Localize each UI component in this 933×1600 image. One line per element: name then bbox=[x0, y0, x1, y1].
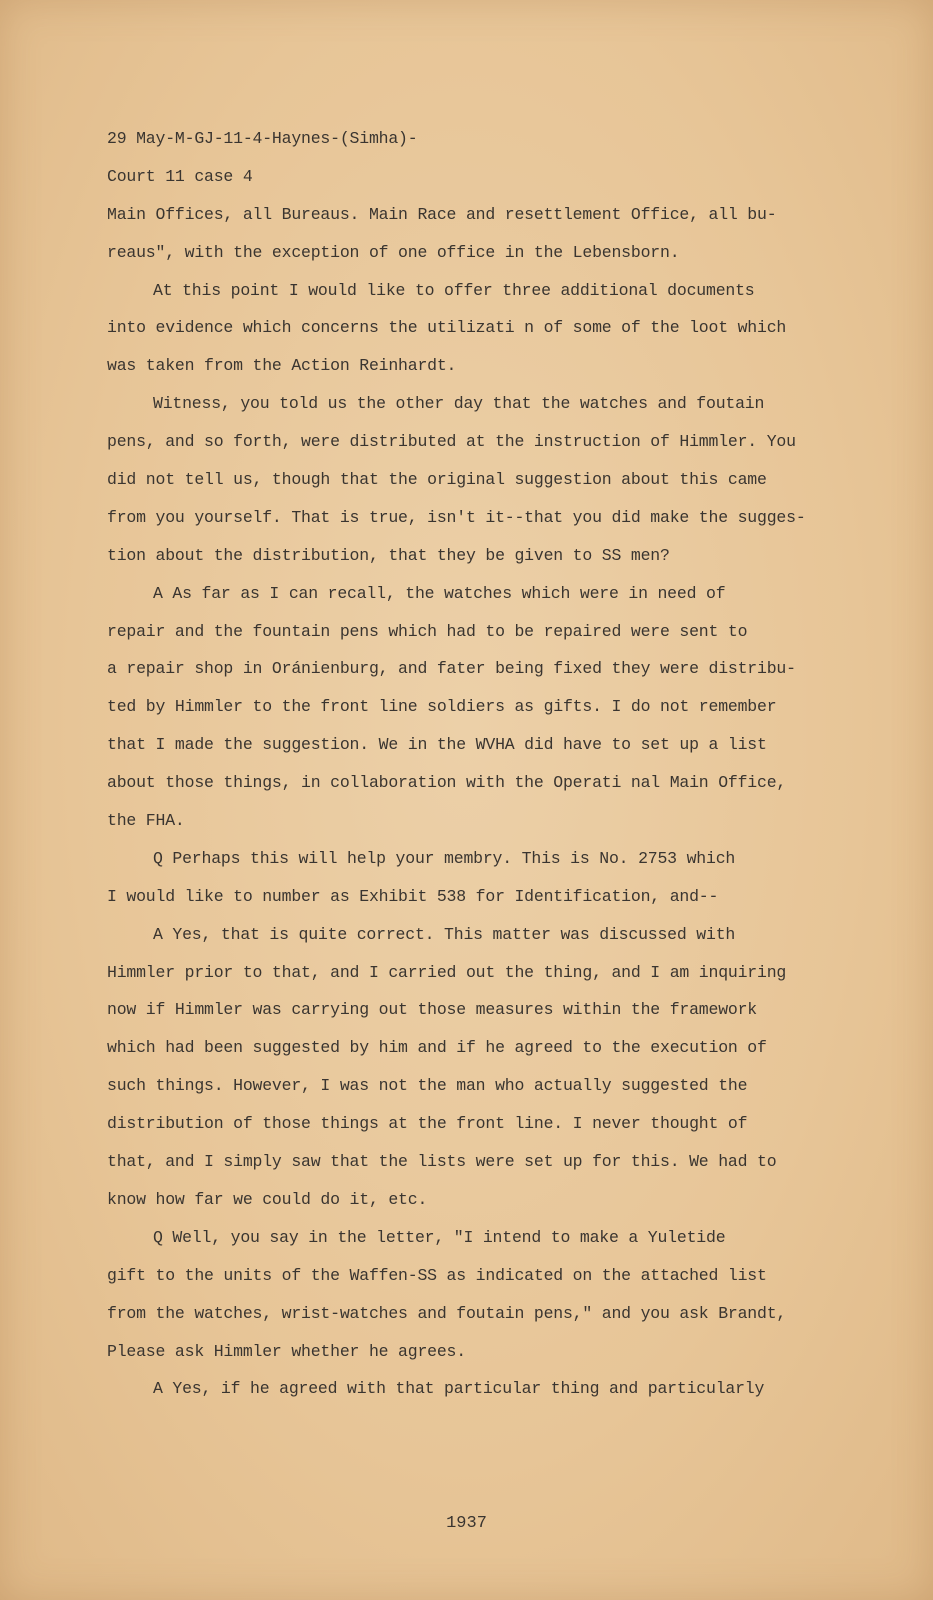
text-line: from you yourself. That is true, isn't it--that you did make the sugges- bbox=[107, 507, 806, 527]
text-line: distribution of those things at the front line. I never thought of bbox=[107, 1114, 748, 1134]
question-paragraph bbox=[107, 840, 867, 916]
text-line: which had been suggested by him and if he agreed to the execution of bbox=[107, 1038, 767, 1058]
text-line: At this point I would like to offer three additional documents bbox=[153, 280, 755, 300]
text-line: pens, and so forth, were distributed at the instruction of Himmler. You bbox=[107, 432, 796, 452]
text-line: A Yes, that is quite correct. This matter was discussed with bbox=[153, 924, 736, 944]
text-line: repair and the fountain pens which had to be repaired were sent to bbox=[107, 621, 748, 641]
text-line: into evidence which concerns the utilizati n of some of the loot which bbox=[107, 318, 787, 338]
text-line: the FHA. bbox=[107, 811, 185, 831]
text-line: Witness, you told us the other day that the watches and foutain bbox=[153, 394, 765, 414]
text-line: reaus", with the exception of one office in the Lebensborn. bbox=[107, 242, 680, 262]
answer-paragraph bbox=[107, 575, 867, 840]
header-court: Court 11 case 4 bbox=[107, 166, 253, 186]
text-line: A As far as I can recall, the watches which were in need of bbox=[153, 583, 726, 603]
text-line: gift to the units of the Waffen-SS as indicated on the attached list bbox=[107, 1265, 767, 1285]
text-line: a repair shop in Oránienburg, and fater being fixed they were distribu- bbox=[107, 659, 796, 679]
text-line: Himmler prior to that, and I carried out the thing, and I am inquiring bbox=[107, 962, 787, 982]
text-line: Q Well, you say in the letter, "I intend to make a Yuletide bbox=[153, 1227, 726, 1247]
header-slug: 29 May-M-GJ-11-4-Haynes-(Simha)- bbox=[107, 129, 418, 148]
transcript-body bbox=[107, 120, 867, 1408]
text-line: that I made the suggestion. We in the WVHA did have to set up a list bbox=[107, 735, 767, 755]
text-line: know how far we could do it, etc. bbox=[107, 1189, 428, 1209]
paragraph bbox=[107, 385, 867, 574]
text-line: such things. However, I was not the man who actually suggested the bbox=[107, 1076, 748, 1096]
paragraph bbox=[107, 272, 867, 386]
paragraph bbox=[107, 196, 867, 272]
text-line: that, and I simply saw that the lists were set up for this. We had to bbox=[107, 1152, 777, 1172]
question-paragraph bbox=[107, 1219, 867, 1371]
answer-paragraph bbox=[107, 1370, 867, 1408]
text-line: Please ask Himmler whether he agrees. bbox=[107, 1341, 466, 1361]
text-line: about those things, in collaboration with the Operati nal Main Office, bbox=[107, 773, 787, 793]
text-line: from the watches, wrist-watches and foutain pens," and you ask Brandt, bbox=[107, 1303, 787, 1323]
text-line: did not tell us, though that the original suggestion about this came bbox=[107, 470, 767, 490]
text-line: ted by Himmler to the front line soldiers as gifts. I do not remember bbox=[107, 697, 777, 717]
text-line: Q Perhaps this will help your membry. This is No. 2753 which bbox=[153, 848, 736, 868]
text-line: now if Himmler was carrying out those measures within the framework bbox=[107, 1000, 758, 1020]
text-line: was taken from the Action Reinhardt. bbox=[107, 356, 457, 376]
text-line: A Yes, if he agreed with that particular thing and particularly bbox=[153, 1379, 765, 1399]
page-number: 1937 bbox=[446, 1514, 487, 1533]
text-line: I would like to number as Exhibit 538 for Identification, and-- bbox=[107, 886, 719, 906]
text-line: Main Offices, all Bureaus. Main Race and resettlement Office, all bu- bbox=[107, 204, 777, 224]
answer-paragraph bbox=[107, 916, 867, 1219]
text-line: tion about the distribution, that they be given to SS men? bbox=[107, 545, 670, 565]
